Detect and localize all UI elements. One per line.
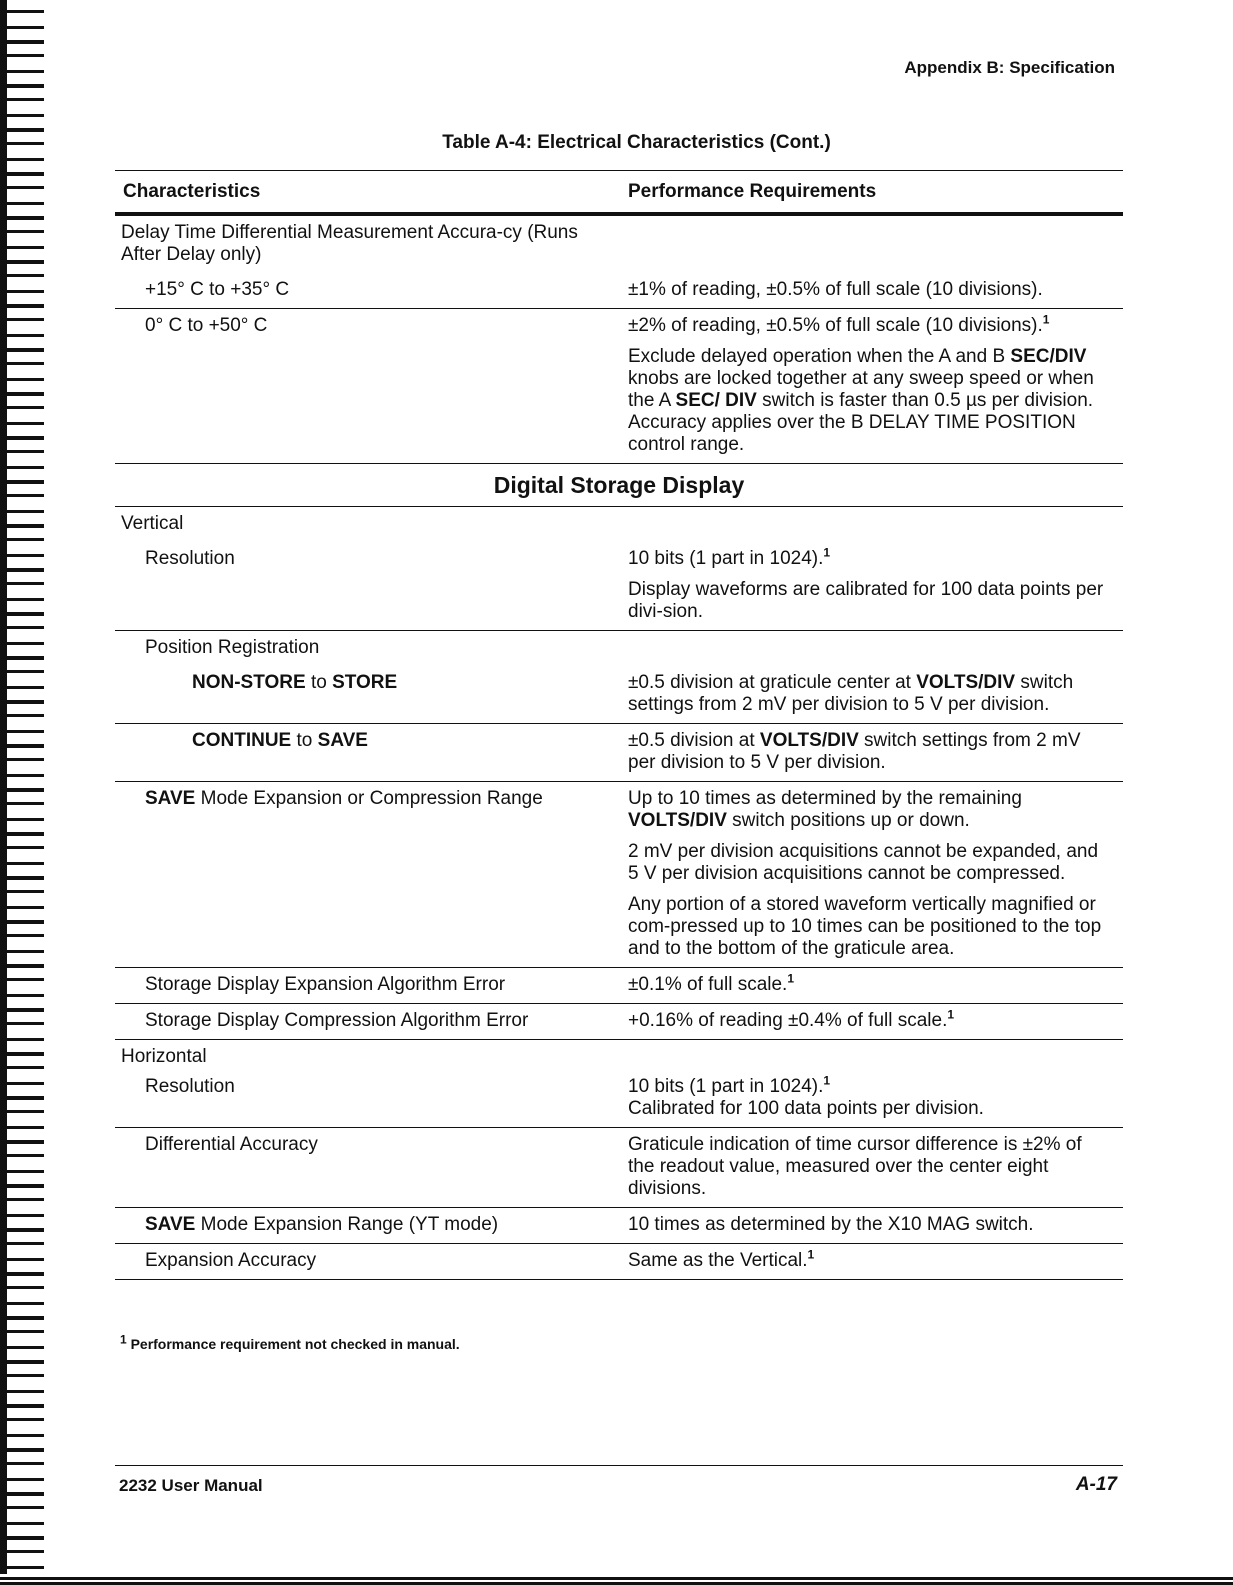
- char-save-mode-expansion-range: SAVE Mode Expansion Range (YT mode): [115, 1208, 620, 1244]
- char-continue-to-save: CONTINUE to SAVE: [115, 724, 620, 782]
- req-vertical-resolution: 10 bits (1 part in 1024).$^1$ Display waveforms are calibrated for 100 data points per divi-sion.: [620, 542, 1123, 631]
- binding-margin: [0, 0, 44, 1585]
- req-temp-0-50: ±2% of reading, ±0.5% of full scale (10 divisions).$^1$ Exclude delayed operation when the A and B SEC/DIV knobs are locked together at any sweep speed or when the A SEC/ DIV switch is faster than 0.5 µs per division. Accuracy applies over the B DELAY TIME POSITION control range.: [628, 312, 1094, 455]
- table-row: [115, 214, 1123, 273]
- table-row: [115, 631, 1123, 667]
- char-delay-time-accuracy: Delay Time Differential Measurement Accura-cy (Runs After Delay only): [121, 222, 578, 265]
- spec-table: [115, 170, 1123, 1280]
- table-row: [115, 724, 1123, 782]
- req-save-mode-expansion-range: 10 times as determined by the X10 MAG switch.: [620, 1208, 1123, 1244]
- table-row: [115, 1004, 1123, 1040]
- char-vertical-resolution: Resolution: [115, 542, 620, 631]
- req-temp-15-35: ±1% of reading, ±0.5% of full scale (10 divisions).: [620, 273, 1123, 309]
- section-row: [115, 464, 1123, 507]
- req-expansion-algorithm-error: ±0.1% of full scale.$^1$: [620, 968, 1123, 1004]
- char-expansion-accuracy: Expansion Accuracy: [115, 1244, 620, 1280]
- req-compression-algorithm-error: +0.16% of reading ±0.4% of full scale.$^1$: [620, 1004, 1123, 1040]
- char-compression-algorithm-error: Storage Display Compression Algorithm Error: [115, 1004, 620, 1040]
- char-nonstore-to-store: NON-STORE to STORE: [115, 666, 620, 724]
- table-row: [115, 507, 1123, 543]
- char-expansion-algorithm-error: Storage Display Expansion Algorithm Error: [115, 968, 620, 1004]
- req-save-mode-expansion: Up to 10 times as determined by the remaining VOLTS/DIV switch positions up or down. 2 mV per division acquisitions cannot be expanded, and 5 V per division acquisitions cannot be compressed. Any portion of a stored waveform vertically magnified or com-pressed up to 10 times can be positioned to the top and to the bottom of the graticule area.: [620, 782, 1123, 968]
- group-vertical: Vertical: [121, 513, 184, 534]
- table-row: [115, 1040, 1123, 1071]
- char-position-registration: Position Registration: [145, 637, 320, 658]
- section-title: Digital Storage Display: [115, 464, 1123, 507]
- char-horizontal-resolution: Resolution: [115, 1070, 620, 1128]
- table-row: [115, 666, 1123, 724]
- req-nonstore-to-store: ±0.5 division at graticule center at VOLTS/DIV switch settings from 2 mV per division to 5 V per division.: [620, 666, 1123, 724]
- col-header-performance: Performance Requirements: [620, 171, 1123, 215]
- footer-manual-title: 2232 User Manual: [119, 1476, 263, 1495]
- table-row: [115, 1070, 1123, 1128]
- table-row: [115, 273, 1123, 309]
- table-row: [115, 1208, 1123, 1244]
- char-differential-accuracy: Differential Accuracy: [115, 1128, 620, 1208]
- footnote: $^1$ Performance requirement not checked in manual.: [120, 1332, 460, 1352]
- running-head: Appendix B: Specification: [904, 58, 1115, 77]
- table-row: [115, 782, 1123, 968]
- table-header-row: [115, 171, 1123, 215]
- char-temp-15-35: +15° C to +35° C: [115, 273, 620, 309]
- table-row: [115, 1244, 1123, 1280]
- group-horizontal: Horizontal: [121, 1046, 207, 1067]
- col-header-characteristics: Characteristics: [115, 171, 620, 215]
- char-temp-0-50: 0° C to +50° C: [145, 315, 268, 336]
- footer-rule: [115, 1465, 1123, 1466]
- bottom-edge-rule: [0, 1574, 1233, 1585]
- req-differential-accuracy: Graticule indication of time cursor difference is ±2% of the readout value, measured over the center eight divisions.: [620, 1128, 1123, 1208]
- req-continue-to-save: ±0.5 division at VOLTS/DIV switch settings from 2 mV per division to 5 V per division.: [620, 724, 1123, 782]
- char-save-mode-expansion: SAVE Mode Expansion or Compression Range: [115, 782, 620, 968]
- table-caption: Table A-4: Electrical Characteristics (Cont.): [442, 132, 831, 153]
- table-row: [115, 309, 1123, 464]
- table-row: [115, 542, 1123, 631]
- table-row: [115, 968, 1123, 1004]
- req-horizontal-resolution: 10 bits (1 part in 1024).$^1$ Calibrated for 100 data points per division.: [620, 1070, 1123, 1128]
- req-expansion-accuracy: Same as the Vertical.$^1$: [620, 1244, 1123, 1280]
- page-number: A-17: [1075, 1474, 1117, 1495]
- table-row: [115, 1128, 1123, 1208]
